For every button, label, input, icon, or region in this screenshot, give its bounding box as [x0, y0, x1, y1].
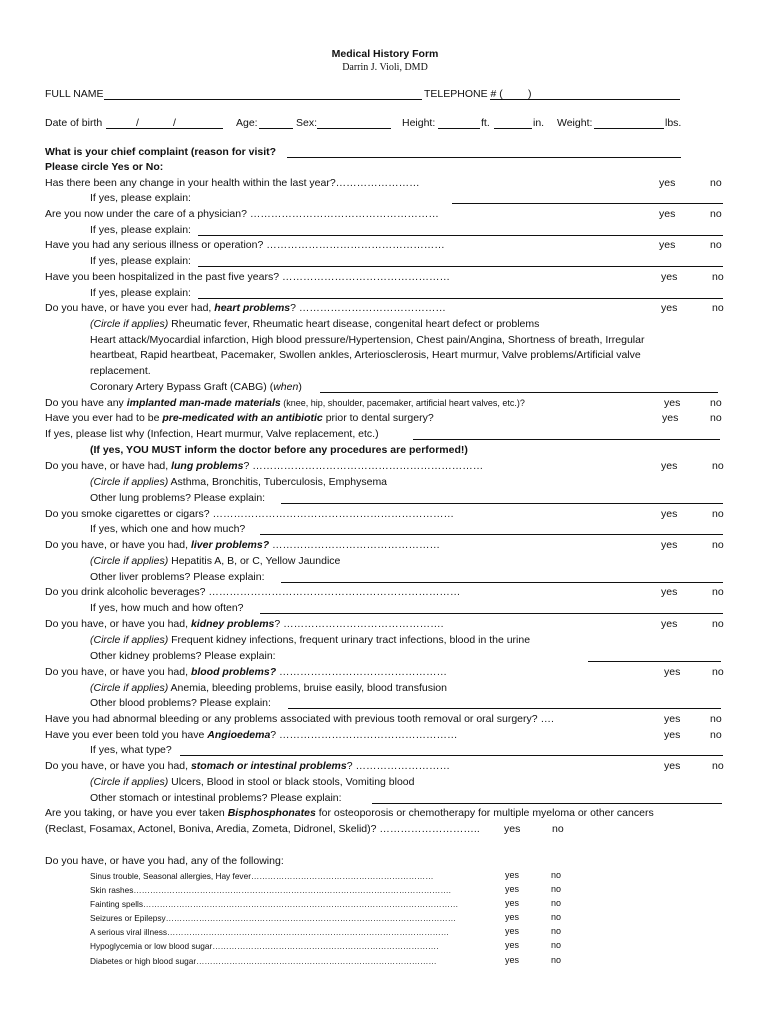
q-heart-no[interactable]: no	[712, 302, 724, 314]
q-blood-other: Other blood problems? Please explain:	[90, 697, 271, 709]
following-item-no[interactable]: no	[551, 955, 562, 965]
height-in-field[interactable]	[494, 128, 532, 129]
height-in-unit: in.	[533, 117, 545, 129]
chief-complaint-label: What is your chief complaint (reason for visit?	[45, 146, 277, 158]
q-alcohol-yes[interactable]: yes	[661, 586, 678, 598]
q-cabg: Coronary Artery Bypass Graft (CABG) (when)	[90, 381, 302, 393]
q-physician-no[interactable]: no	[710, 208, 722, 220]
q-angioedema-field[interactable]	[180, 755, 723, 756]
q-smoke: Do you smoke cigarettes or cigars? ……………………………………………………………	[45, 508, 454, 520]
following-item-yes[interactable]: yes	[505, 926, 520, 936]
q-smoke-yes[interactable]: yes	[661, 508, 678, 520]
q-stomach-yes[interactable]: yes	[664, 760, 681, 772]
q-smoke-which: If yes, which one and how much?	[90, 523, 246, 535]
dob-slash-1: /	[136, 117, 139, 129]
q-angioedema-yes[interactable]: yes	[664, 729, 681, 741]
q-angioedema: Have you ever been told you have Angioedema? ……………………………………………	[45, 729, 458, 741]
following-item-no[interactable]: no	[551, 898, 562, 908]
q-heart-yes[interactable]: yes	[661, 302, 678, 314]
q-illness-yes[interactable]: yes	[659, 239, 676, 251]
q-illness: Have you had any serious illness or operation? ……………………………………………	[45, 239, 445, 251]
q-liver-list: (Circle if applies) Hepatitis A, B, or C, Yellow Jaundice	[90, 555, 341, 567]
following-item-yes[interactable]: yes	[505, 884, 520, 894]
dob-field[interactable]	[106, 128, 223, 129]
q-stomach: Do you have, or have you had, stomach or intestinal problems? ………………………	[45, 760, 450, 772]
q-kidney-no[interactable]: no	[712, 618, 724, 630]
q-blood: Do you have, or have you had, blood problems? …………………………………………	[45, 666, 448, 678]
q-lung-other: Other lung problems? Please explain:	[90, 492, 266, 504]
form-title: Medical History Form	[331, 48, 439, 60]
q-bleeding: Have you had abnormal bleeding or any problems associated with previous tooth removal or oral surgery? ….	[45, 713, 554, 725]
height-ft-unit: ft.	[481, 117, 490, 129]
following-item-yes[interactable]: yes	[505, 870, 520, 880]
q-kidney: Do you have, or have you had, kidney problems? ……………………………………….	[45, 618, 444, 630]
q-angioedema-type: If yes, what type?	[90, 744, 172, 756]
sex-field[interactable]	[317, 128, 391, 129]
q-illness-no[interactable]: no	[710, 239, 722, 251]
age-field[interactable]	[259, 128, 293, 129]
chief-complaint-field[interactable]	[287, 157, 681, 158]
q-implants-no[interactable]: no	[710, 397, 722, 409]
height-label: Height:	[402, 117, 436, 129]
q-premedicated: Have you ever had to be pre-medicated with an antibiotic prior to dental surgery?	[45, 412, 434, 424]
following-item: Hypoglycemia or low blood sugar……………………………………………………………………….	[90, 941, 439, 951]
following-item-no[interactable]: no	[551, 870, 562, 880]
q-premed-list: If yes, please list why (Infection, Heart murmur, Valve replacement, etc.)	[45, 428, 379, 440]
q-alcohol: Do you drink alcoholic beverages? ………………………………………………………………	[45, 586, 461, 598]
q-bisphosphonates-drugs: (Reclast, Fosamax, Actonel, Boniva, Aredia, Zometa, Didronel, Skelid)? ………………………..	[45, 823, 480, 835]
dob-slash-2: /	[173, 117, 176, 129]
q-kidney-yes[interactable]: yes	[661, 618, 678, 630]
q-implants-yes[interactable]: yes	[664, 397, 681, 409]
weight-field[interactable]	[594, 128, 664, 129]
following-item: Skin rashes…………………………………………………………………………………………………….	[90, 885, 451, 895]
height-ft-field[interactable]	[438, 128, 480, 129]
q-premedicated-yes[interactable]: yes	[662, 412, 679, 424]
q-blood-field[interactable]	[288, 708, 721, 709]
q-health-change-yes[interactable]: yes	[659, 177, 676, 189]
q-hospitalized-no[interactable]: no	[712, 271, 724, 283]
q-alcohol-field[interactable]	[260, 613, 723, 614]
age-label: Age:	[236, 117, 258, 129]
q-stomach-field[interactable]	[372, 803, 722, 804]
following-item: Seizures or Epilepsy……………………………………………………………………………………………	[90, 913, 457, 923]
following-item: Sinus trouble, Seasonal allergies, Hay fever…………………………………………………………	[90, 871, 434, 881]
q-hospitalized-field[interactable]	[198, 298, 723, 299]
q-heart: Do you have, or have you ever had, heart problems? ……………………………………	[45, 302, 446, 314]
q-hospitalized-yes[interactable]: yes	[661, 271, 678, 283]
q-physician-explain: If yes, please explain:	[90, 224, 191, 236]
q-cabg-field[interactable]	[320, 392, 718, 393]
circle-instructions: Please circle Yes or No:	[45, 161, 164, 173]
weight-unit: lbs.	[665, 117, 682, 129]
telephone-close: )	[528, 88, 532, 100]
q-alcohol-how: If yes, how much and how often?	[90, 602, 244, 614]
q-health-change-no[interactable]: no	[710, 177, 722, 189]
q-bisphosphonates-yes[interactable]: yes	[504, 823, 521, 835]
q-blood-yes[interactable]: yes	[664, 666, 681, 678]
following-item-yes[interactable]: yes	[505, 955, 520, 965]
q-bisphosphonates-no[interactable]: no	[552, 823, 564, 835]
q-kidney-list: (Circle if applies) Frequent kidney infections, frequent urinary tract infections, blood in the urine	[90, 634, 531, 646]
q-liver: Do you have, or have you had, liver problems? …………………………………………	[45, 539, 441, 551]
q-bleeding-yes[interactable]: yes	[664, 713, 681, 725]
q-lung-no[interactable]: no	[712, 460, 724, 472]
q-implants: Do you have any implanted man-made materials (knee, hip, shoulder, pacemaker, artificial heart valves, etc.)?	[45, 397, 525, 409]
q-alcohol-no[interactable]: no	[712, 586, 724, 598]
q-kidney-field[interactable]	[588, 661, 721, 662]
following-intro: Do you have, or have you had, any of the following:	[45, 855, 284, 867]
following-item-no[interactable]: no	[551, 912, 562, 922]
q-bisphosphonates: Are you taking, or have you ever taken Bisphosphonates for osteoporosis or chemotherapy for multiple myeloma or other cancers	[45, 807, 654, 819]
q-liver-field[interactable]	[281, 582, 723, 583]
q-heart-list-2: Heart attack/Myocardial infarction, High blood pressure/Hypertension, Chest pain/Angina, Shortness of breath, Irregular	[90, 334, 645, 346]
q-heart-list-1: (Circle if applies) Rheumatic fever, Rheumatic heart disease, congenital heart defect or problems	[90, 318, 540, 330]
q-health-change-field[interactable]	[452, 203, 723, 204]
q-angioedema-no[interactable]: no	[710, 729, 722, 741]
q-lung: Do you have, or have had, lung problems? …………………………………………………………	[45, 460, 484, 472]
q-smoke-no[interactable]: no	[712, 508, 724, 520]
full-name-field[interactable]	[104, 99, 422, 100]
q-kidney-other: Other kidney problems? Please explain:	[90, 650, 276, 662]
q-stomach-list: (Circle if applies) Ulcers, Blood in stool or black stools, Vomiting blood	[90, 776, 415, 788]
q-stomach-other: Other stomach or intestinal problems? Please explain:	[90, 792, 342, 804]
q-illness-explain: If yes, please explain:	[90, 255, 191, 267]
q-physician: Are you now under the care of a physician? ………………………………………………	[45, 208, 439, 220]
q-stomach-no[interactable]: no	[712, 760, 724, 772]
q-hospitalized: Have you been hospitalized in the past five years? …………………………………………	[45, 271, 450, 283]
q-liver-no[interactable]: no	[712, 539, 724, 551]
weight-label: Weight:	[557, 117, 593, 129]
telephone-label: TELEPHONE # (	[424, 88, 503, 100]
following-item: Diabetes or high blood sugar……………………………………………………………………………	[90, 956, 437, 966]
following-item-no[interactable]: no	[551, 940, 562, 950]
q-heart-list-3: heartbeat, Rapid heartbeat, Pacemaker, Swollen ankles, Arteriosclerosis, Heart murmur, Valve problems/Artificial valve	[90, 349, 641, 361]
q-physician-field[interactable]	[198, 235, 723, 236]
sex-label: Sex:	[296, 117, 318, 129]
q-liver-yes[interactable]: yes	[661, 539, 678, 551]
following-item-yes[interactable]: yes	[505, 940, 520, 950]
dob-label: Date of birth	[45, 117, 103, 129]
q-lung-list: (Circle if applies) Asthma, Bronchitis, Tuberculosis, Emphysema	[90, 476, 388, 488]
q-premedicated-no[interactable]: no	[710, 412, 722, 424]
q-blood-no[interactable]: no	[712, 666, 724, 678]
following-item-yes[interactable]: yes	[505, 898, 520, 908]
q-premed-note: (If yes, YOU MUST inform the doctor before any procedures are performed!)	[90, 444, 468, 456]
q-illness-field[interactable]	[198, 266, 723, 267]
q-physician-yes[interactable]: yes	[659, 208, 676, 220]
q-health-change: Has there been any change in your health within the last year?……………………	[45, 177, 420, 189]
q-smoke-field[interactable]	[260, 534, 723, 535]
q-lung-yes[interactable]: yes	[661, 460, 678, 472]
q-health-change-explain: If yes, please explain:	[90, 192, 191, 204]
following-item-no[interactable]: no	[551, 884, 562, 894]
following-item-yes[interactable]: yes	[505, 912, 520, 922]
following-item: Fainting spells……………………………………………………………………………………………………	[90, 899, 459, 909]
q-lung-field[interactable]	[281, 503, 723, 504]
q-premed-field[interactable]	[413, 439, 720, 440]
following-item: A serious viral illness…………………………………………………………………………………………	[90, 927, 450, 937]
q-hospitalized-explain: If yes, please explain:	[90, 287, 191, 299]
following-item-no[interactable]: no	[551, 926, 562, 936]
doctor-name: Darrin J. Violi, DMD	[342, 62, 428, 73]
full-name-label: FULL NAME	[45, 88, 104, 100]
q-liver-other: Other liver problems? Please explain:	[90, 571, 265, 583]
q-blood-list: (Circle if applies) Anemia, bleeding problems, bruise easily, blood transfusion	[90, 682, 447, 694]
q-bleeding-no[interactable]: no	[710, 713, 722, 725]
telephone-field[interactable]	[490, 99, 680, 100]
q-heart-list-4: replacement.	[90, 365, 151, 377]
